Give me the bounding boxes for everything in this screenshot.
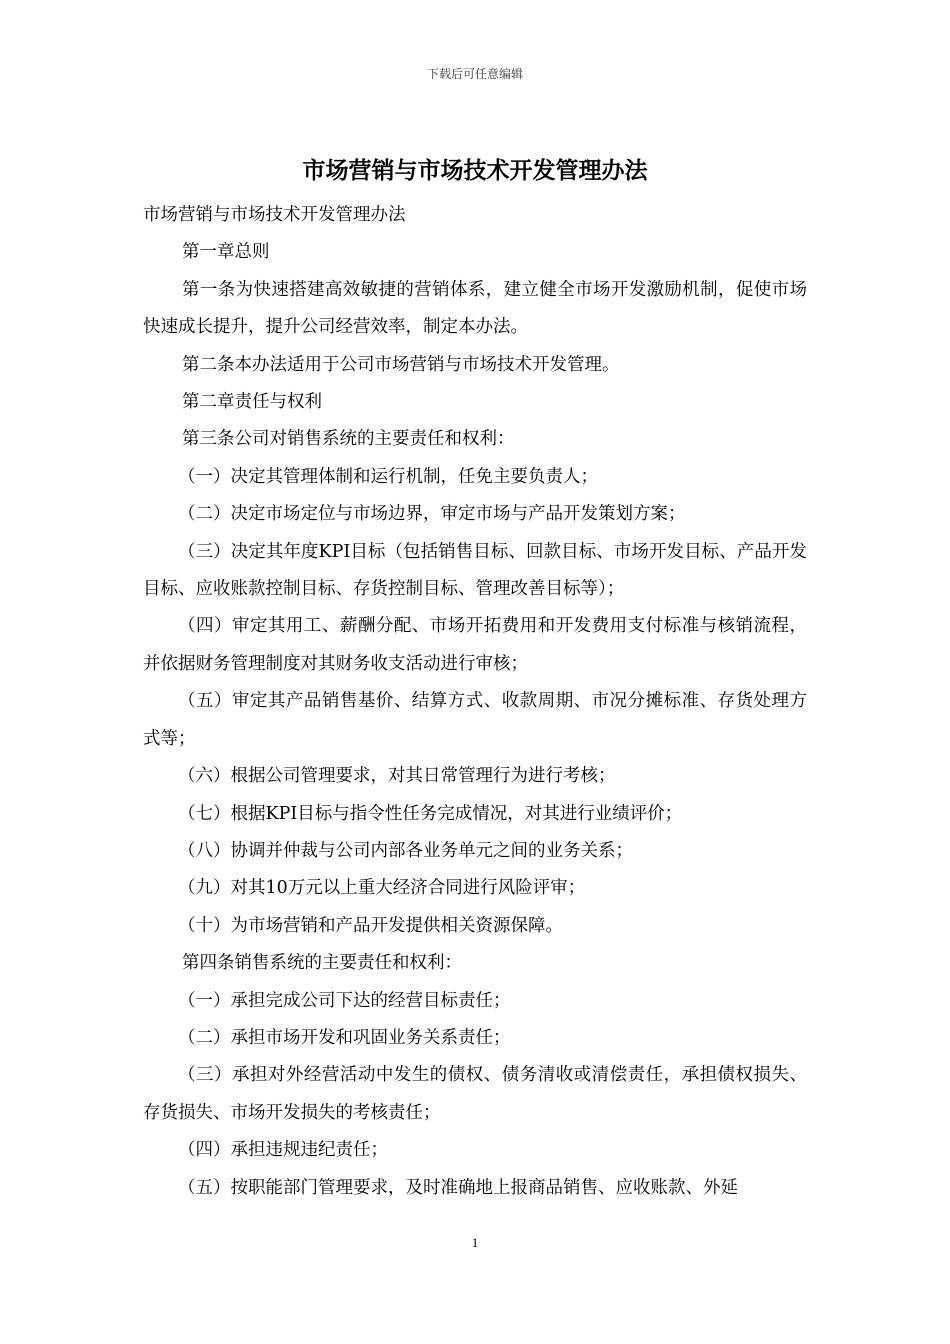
body-paragraph: 第一条为快速搭建高效敏捷的营销体系，建立健全市场开发激励机制，促使市场快速成长提升，提升公司经营效率，制定本办法。 [143,279,807,338]
list-item: （七）根据KPI目标与指令性任务完成情况，对其进行业绩评价； [178,803,683,824]
list-item: （一）承担完成公司下达的经营目标责任； [178,990,511,1011]
list-item: （四）承担违规违纪责任； [178,1140,388,1161]
list-item: （八）协调并仲裁与公司内部各业务单元之间的业务关系； [178,840,633,861]
page-header-note: 下载后可任意编辑 [426,67,523,81]
body-paragraph: 第二条本办法适用于公司市场营销与市场技术开发管理。 [182,354,620,375]
body-paragraph: 第四条销售系统的主要责任和权利： [182,953,462,974]
list-item: （十）为市场营销和产品开发提供相关资源保障。 [178,915,563,936]
list-item: （二）决定市场定位与市场边界，审定市场与产品开发策划方案； [178,504,686,525]
list-item: （二）承担市场开发和巩固业务关系责任； [178,1027,511,1048]
list-item: （三）承担对外经营活动中发生的债权、债务清收或清偿责任，承担债权损失、存货损失、市场开发损失的考核责任； [143,1065,807,1123]
list-item: （五）审定其产品销售基价、结算方式、收款周期、市况分摊标准、存货处理方式等； [143,691,807,749]
list-item: （六）根据公司管理要求，对其日常管理行为进行考核； [178,766,616,787]
list-item: （九）对其10万元以上重大经济合同进行风险评审； [178,878,586,899]
chapter-heading: 第一章总则 [182,242,270,263]
body-paragraph: 第三条公司对销售系统的主要责任和权利： [182,429,515,450]
chapter-heading: 第二章责任与权利 [182,392,322,413]
body-paragraph-subtitle: 市场营销与市场技术开发管理办法 [143,205,406,225]
list-item: （四）审定其用工、薪酬分配、市场开拓费用和开发费用支付标准与核销流程，并依据财务管理制度对其财务收支活动进行审核； [143,616,807,674]
page-number: 1 [471,1235,479,1250]
document-body [143,197,807,1207]
document-title: 市场营销与市场技术开发管理办法 [302,158,648,184]
list-item: （三）决定其年度KPI目标（包括销售目标、回款目标、市场开发目标、产品开发目标、应收账款控制目标、存货控制目标、管理改善目标等）； [143,541,807,600]
list-item: （五）按职能部门管理要求，及时准确地上报商品销售、应收账款、外延 [178,1177,738,1198]
list-item: （一）决定其管理体制和运行机制，任免主要负责人； [178,466,598,487]
